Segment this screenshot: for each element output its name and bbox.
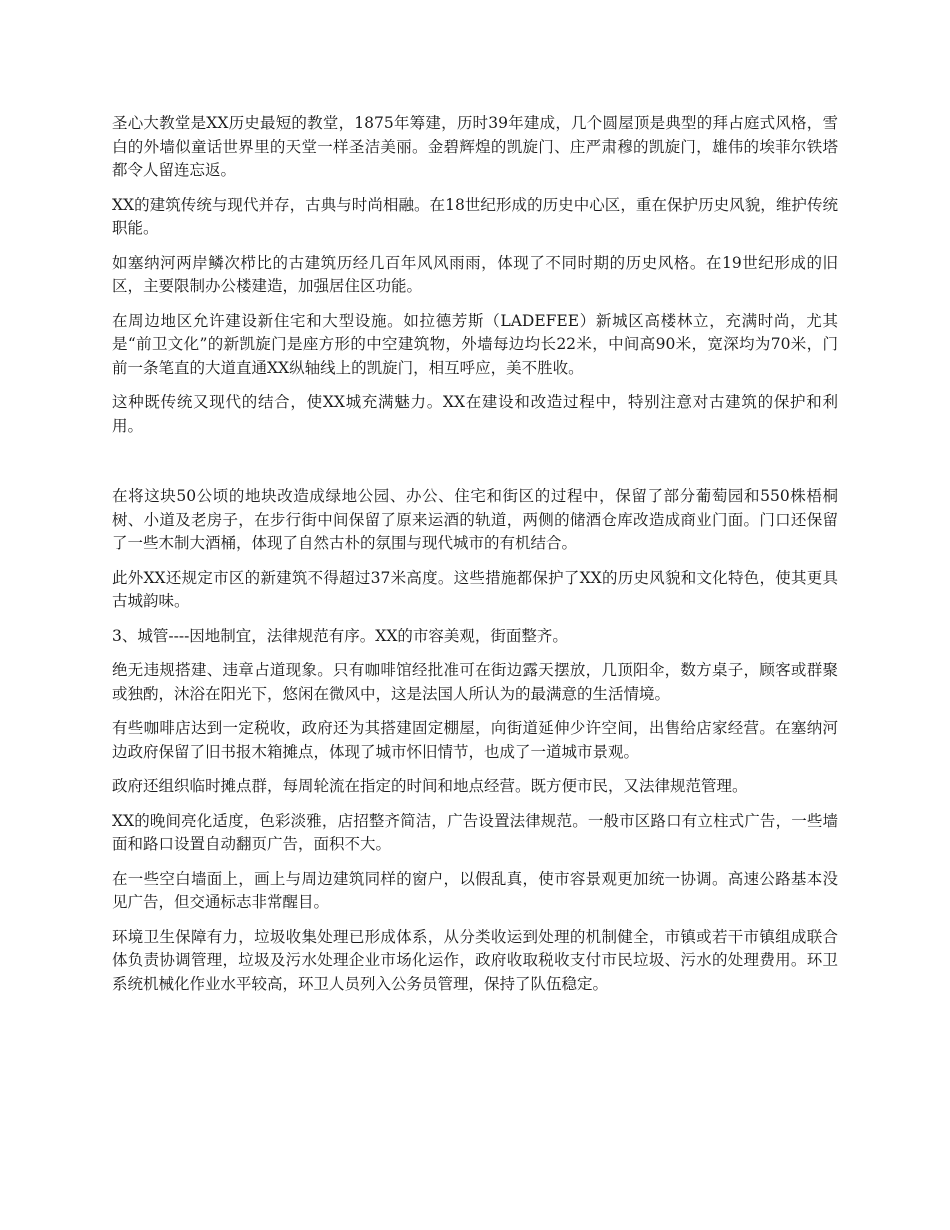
- paragraph: 在周边地区允许建设新住宅和大型设施。如拉德芳斯（LADEFEE）新城区高楼林立，充满时尚，尤其是“前卫文化”的新凯旋门是座方形的中空建筑物，外墙每边均长22米，中间高90米，宽深均为70米，门前一条笔直的大道直通XX纵轴线上的凯旋门，相互呼应，美不胜收。: [112, 311, 838, 377]
- paragraph: 这种既传统又现代的结合，使XX城充满魅力。XX在建设和改造过程中，特别注意对古建筑的保护和利用。: [112, 393, 838, 435]
- paragraph: 此外XX还规定市区的新建筑不得超过37米高度。这些措施都保护了XX的历史风貌和文化特色，使其更具古城韵味。: [112, 568, 838, 610]
- paragraph: 在将这块50公顷的地块改造成绿地公园、办公、住宅和街区的过程中，保留了部分葡萄园和550株梧桐树、小道及老房子，在步行街中间保留了原来运酒的轨道，两侧的储酒仓库改造成商业门面。门口还保留了一些木制大酒桶，体现了自然古朴的氛围与现代城市的有机结合。: [112, 487, 838, 552]
- paragraph: 环境卫生保障有力，垃圾收集处理已形成体系，从分类收运到处理的机制健全，市镇或若干市镇组成联合体负责协调管理，垃圾及污水处理企业市场化运作，政府收取税收支付市民垃圾、污水的处理费用。环卫系统机械化作业水平较高，环卫人员列入公务员管理，保持了队伍稳定。: [112, 927, 838, 993]
- paragraph: 在一些空白墙面上，画上与周边建筑同样的窗户，以假乱真，使市容景观更加统一协调。高速公路基本没见广告，但交通标志非常醒目。: [112, 869, 838, 911]
- paragraph: XX的晚间亮化适度，色彩淡雅，店招整齐简洁，广告设置法律规范。一般市区路口有立柱式广告，一些墙面和路口设置自动翻页广告，面积不大。: [112, 811, 838, 853]
- paragraph: 有些咖啡店达到一定税收，政府还为其搭建固定棚屋，向街道延伸少许空间，出售给店家经营。在塞纳河边政府保留了旧书报木箱摊点，体现了城市怀旧情节，也成了一道城市景观。: [112, 719, 838, 761]
- document-page: [112, 112, 838, 1007]
- section-gap: [112, 449, 838, 485]
- paragraph: XX的建筑传统与现代并存，古典与时尚相融。在18世纪形成的历史中心区，重在保护历史风貌，维护传统职能。: [112, 195, 838, 237]
- paragraph: 绝无违规搭建、违章占道现象。只有咖啡馆经批准可在街边露天摆放，几顶阳伞，数方桌子，顾客或群聚或独酌，沐浴在阳光下，悠闲在微风中，这是法国人所认为的最满意的生活情境。: [112, 661, 838, 703]
- paragraph: 如塞纳河两岸鳞次栉比的古建筑历经几百年风风雨雨，体现了不同时期的历史风格。在19世纪形成的旧区，主要限制办公楼建造，加强居住区功能。: [112, 253, 838, 295]
- paragraph: 圣心大教堂是XX历史最短的教堂，1875年筹建，历时39年建成，几个圆屋顶是典型的拜占庭式风格，雪白的外墙似童话世界里的天堂一样圣洁美丽。金碧辉煌的凯旋门、庄严肃穆的凯旋门，雄伟的埃菲尔铁塔都令人留连忘返。: [112, 114, 838, 179]
- paragraph: 政府还组织临时摊点群，每周轮流在指定的时间和地点经营。既方便市民，又法律规范管理。: [112, 777, 748, 795]
- section-heading: 3、城管----因地制宜，法律规范有序。XX的市容美观，街面整齐。: [112, 626, 568, 645]
